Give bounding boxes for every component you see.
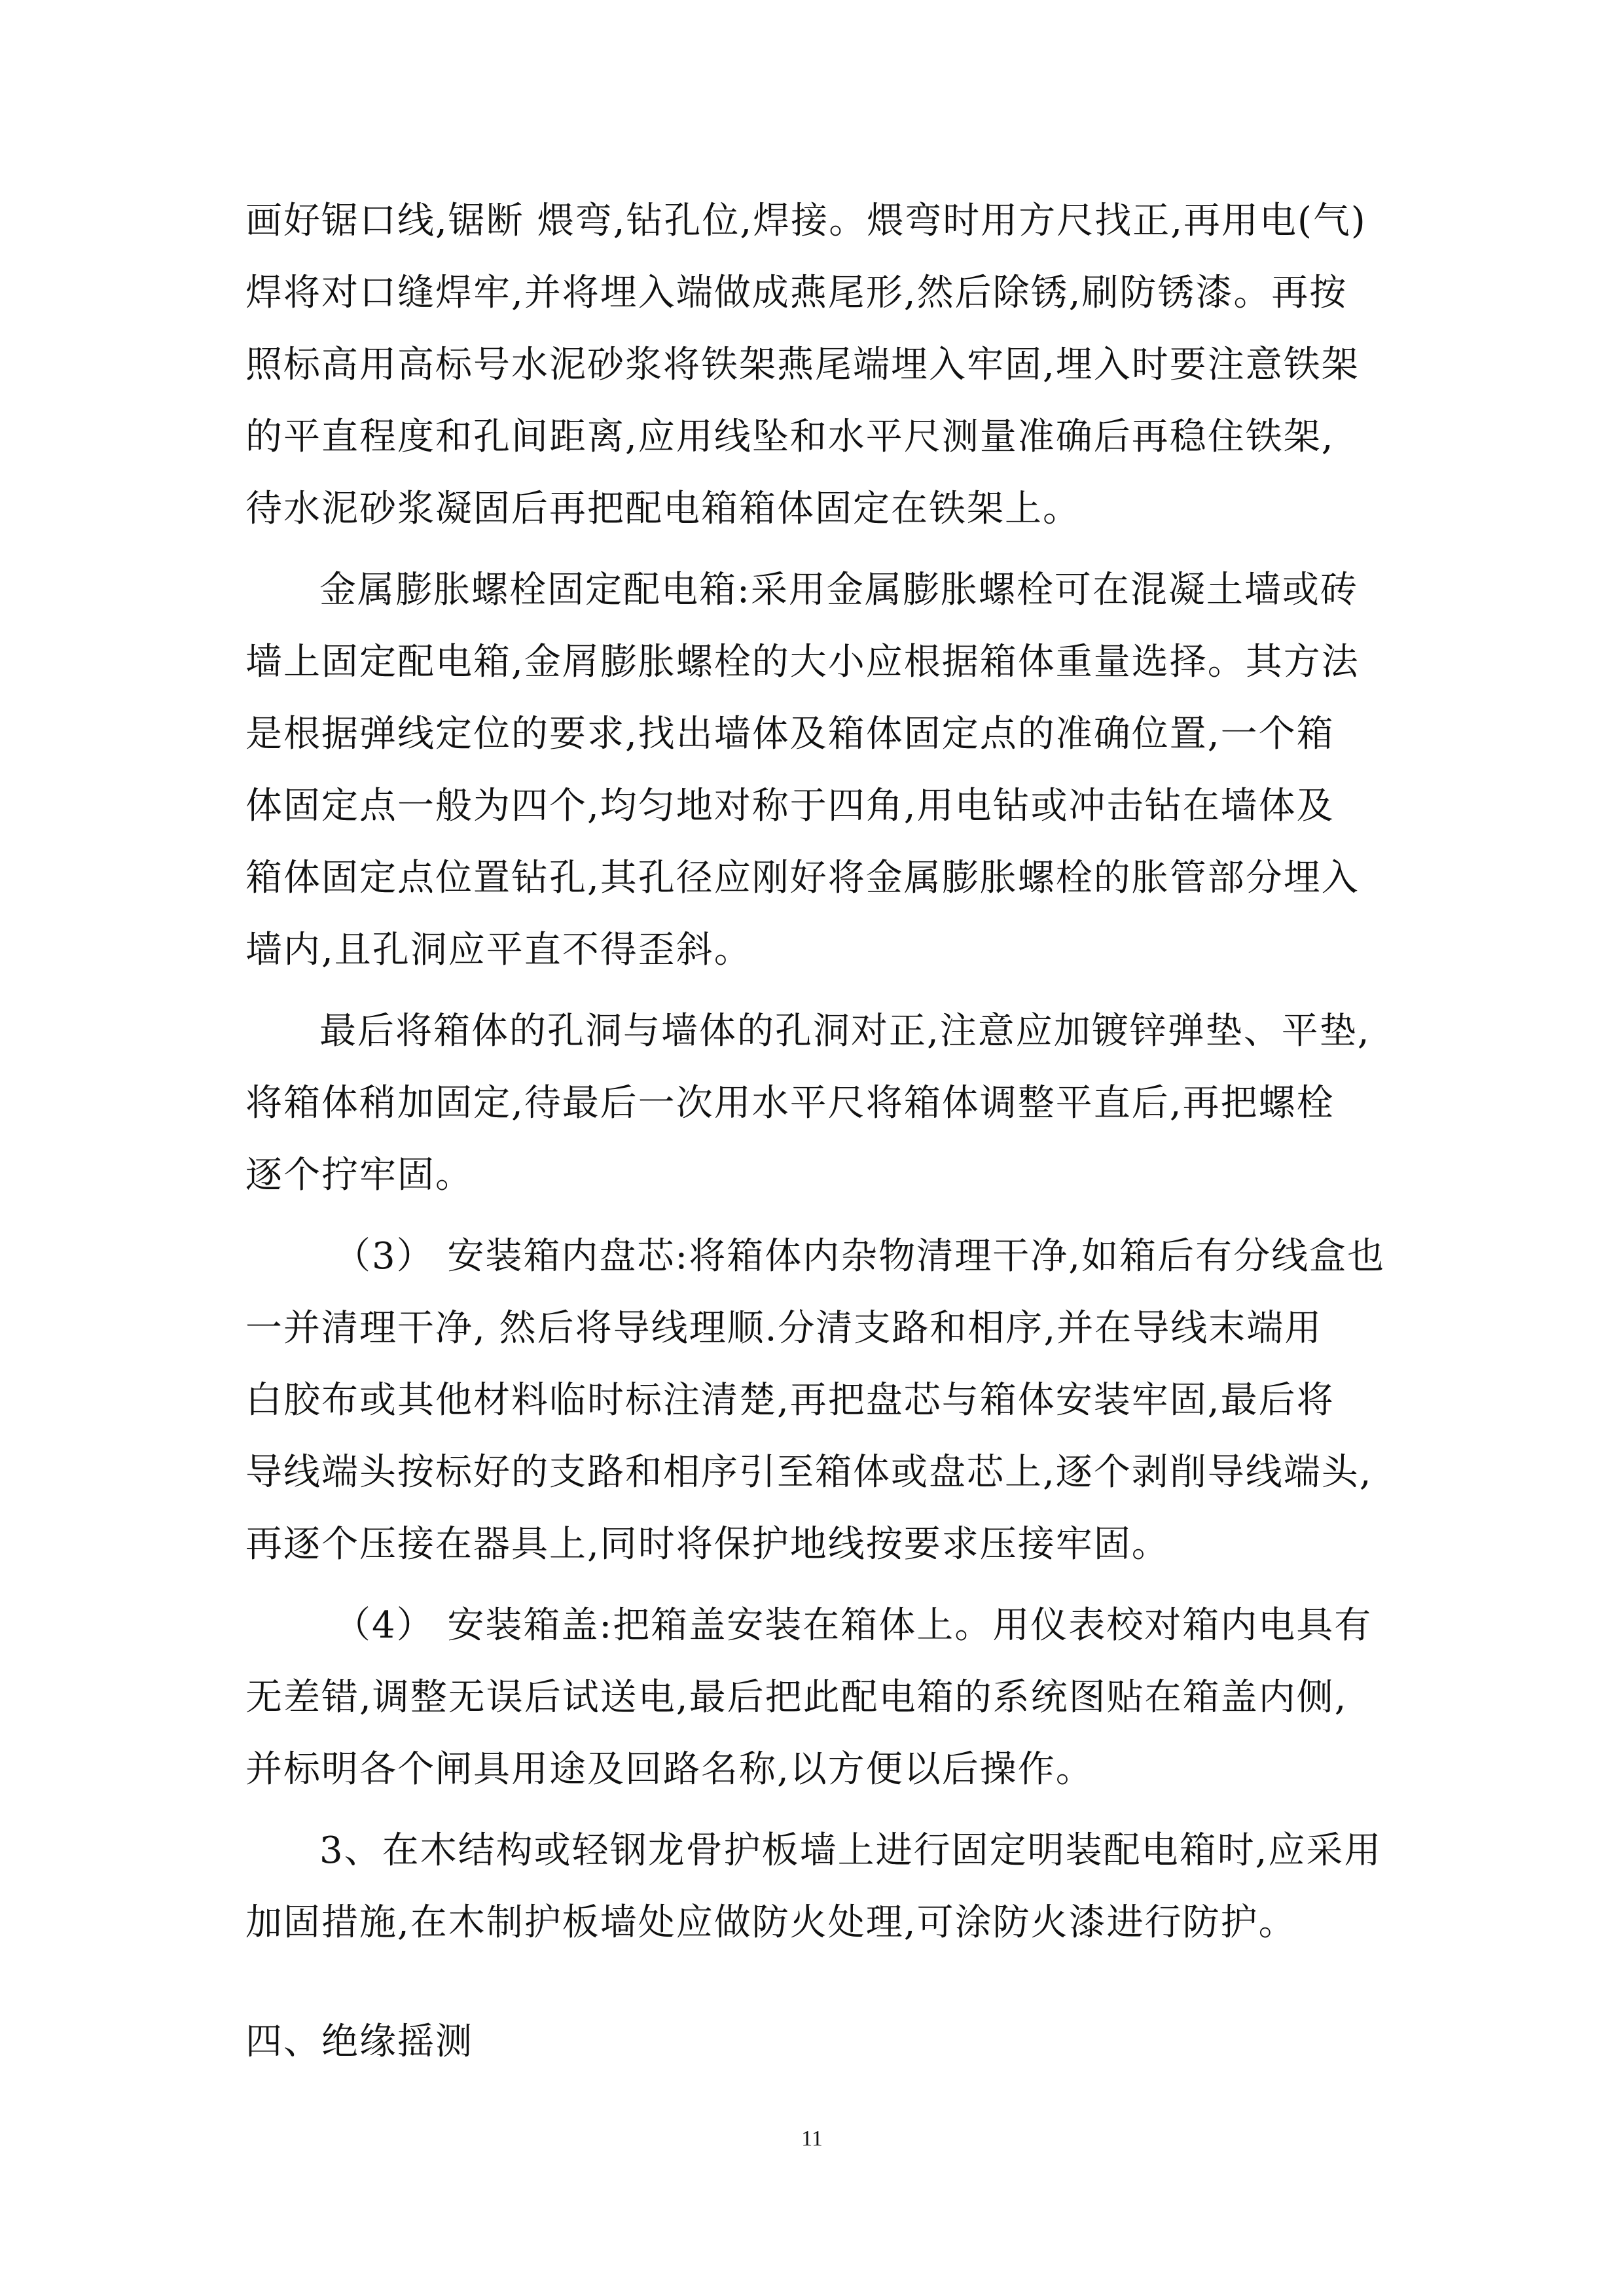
text-line: 是根据弹线定位的要求,找出墙体及箱体固定点的准确位置,一个箱 <box>245 713 1335 755</box>
text-line: 最后将箱体的孔洞与墙体的孔洞对正,注意应加镀锌弹垫、平垫, <box>319 1010 1371 1052</box>
text-line: 焊将对口缝焊牢,并将埋入端做成燕尾形,然后除锈,刷防锈漆。再按 <box>245 272 1348 314</box>
text-line: 再逐个压接在器具上,同时将保护地线按要求压接牢固。 <box>245 1523 1170 1566</box>
text-line: 逐个拧牢固。 <box>245 1154 473 1196</box>
text-line: 并标明各个闸具用途及回路名称,以方便以后操作。 <box>245 1748 1094 1791</box>
section-heading: 四、绝缘摇测 <box>245 2020 473 2063</box>
text-line: 箱体固定点位置钻孔,其孔径应刚好将金属膨胀螺栓的胀管部分埋入 <box>245 857 1360 899</box>
text-line: 墙内,且孔洞应平直不得歪斜。 <box>245 929 752 971</box>
text-line: 3、在木结构或轻钢龙骨护板墙上进行固定明装配电箱时,应采用 <box>319 1829 1382 1872</box>
text-line: （4） 安装箱盖:把箱盖安装在箱体上。用仪表校对箱内电具有 <box>334 1604 1373 1647</box>
text-line: 画好锯口线,锯断 煨弯,钻孔位,焊接。煨弯时用方尺找正,再用电(气) <box>245 200 1367 242</box>
text-line: 体固定点一般为四个,均匀地对称于四角,用电钻或冲击钻在墙体及 <box>245 785 1335 827</box>
page-number: 11 <box>801 2126 823 2151</box>
text-line: 金属膨胀螺栓固定配电箱:采用金属膨胀螺栓可在混凝土墙或砖 <box>319 569 1358 611</box>
text-line: 将箱体稍加固定,待最后一次用水平尺将箱体调整平直后,再把螺栓 <box>245 1082 1335 1124</box>
text-line: 墙上固定配电箱,金屑膨胀螺栓的大小应根据箱体重量选择。其方法 <box>245 641 1360 683</box>
text-line: 无差错,调整无误后试送电,最后把此配电箱的系统图贴在箱盖内侧, <box>245 1676 1348 1719</box>
text-line: 导线端头按标好的支路和相序引至箱体或盘芯上,逐个剥削导线端头, <box>245 1451 1373 1494</box>
text-line: 加固措施,在木制护板墙处应做防火处理,可涂防火漆进行防护。 <box>245 1901 1297 1944</box>
text-line: （3） 安装箱内盘芯:将箱体内杂物清理干净,如箱后有分线盒也 <box>334 1235 1386 1278</box>
text-line: 的平直程度和孔间距离,应用线坠和水平尺测量准确后再稳住铁架, <box>245 416 1335 458</box>
text-line: 照标高用高标号水泥砂浆将铁架燕尾端埋入牢固,埋入时要注意铁架 <box>245 344 1360 386</box>
text-line: 一并清理干净, 然后将导线理顺.分清支路和相序,并在导线末端用 <box>245 1307 1323 1350</box>
text-line: 待水泥砂浆凝固后再把配电箱箱体固定在铁架上。 <box>245 488 1081 530</box>
text-line: 白胶布或其他材料临时标注清楚,再把盘芯与箱体安装牢固,最后将 <box>245 1379 1335 1422</box>
